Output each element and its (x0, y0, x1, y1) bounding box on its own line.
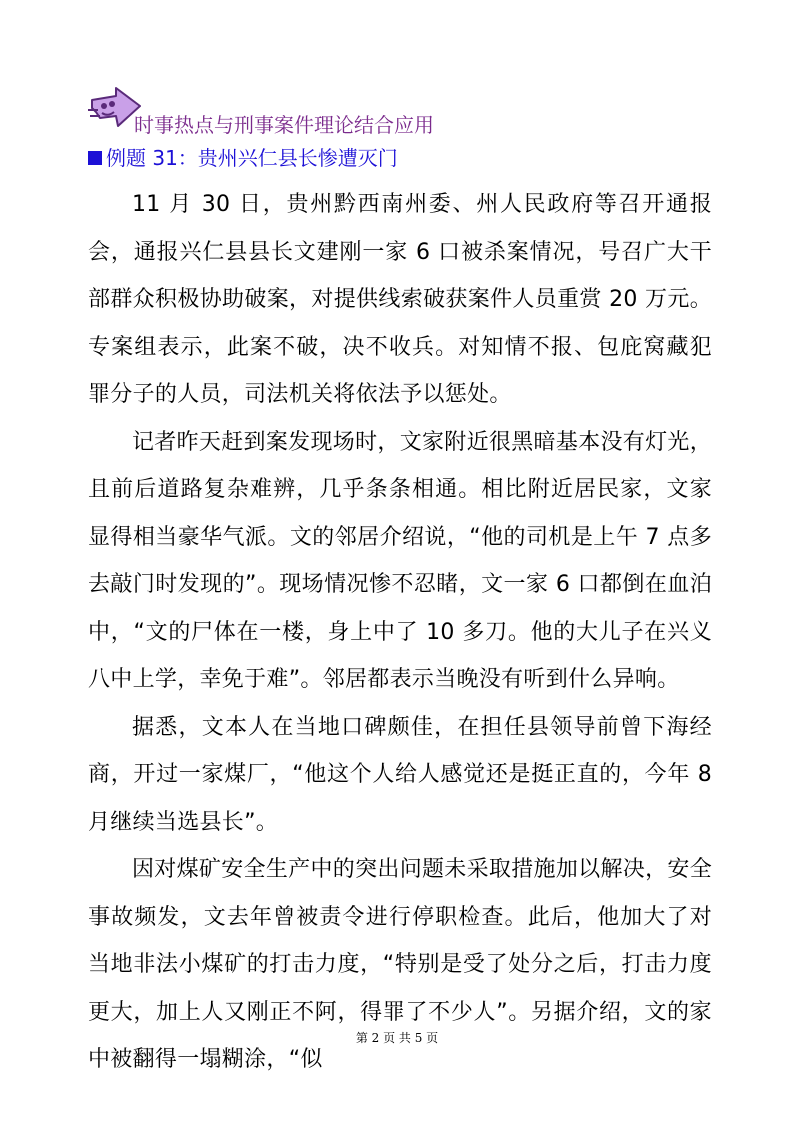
article-paragraph: 11 月 30 日，贵州黔西南州委、州人民政府等召开通报会，通报兴仁县县长文建刚一家 6 口被杀案情况，号召广大干部群众积极协助破案，对提供线索破获案件人员重赏 20 万元。专案组表示，此案不破，决不收兵。对知情不报、包庇窝藏犯罪分子的人员，司法机关将依法予以惩处。 (88, 192, 712, 407)
article-paragraph: 因对煤矿安全生产中的突出问题未采取措施加以解决，安全事故频发，文去年曾被责令进行停职检查。此后，他加大了对当地非法小煤矿的打击力度，“特别是受了处分之后，打击力度更大，加上人又刚正不阿，得罪了不少人”。另据介绍，文的家中被翻得一塌糊涂，“似 (88, 857, 712, 1072)
section-title: 时事热点与刑事案件理论结合应用 (134, 113, 434, 137)
article-paragraph: 据悉，文本人在当地口碑颇佳，在担任县领导前曾下海经商，开过一家煤厂，“他这个人给人感觉还是挺正直的，今年 8 月继续当选县长”。 (88, 714, 712, 835)
article-paragraph: 记者昨天赶到案发现场时，文家附近很黑暗基本没有灯光，且前后道路复杂难辨，几乎条条相通。相比附近居民家，文家显得相当豪华气派。文的邻居介绍说，“他的司机是上午 7 点多去敲门时发现的”。现场情况惨不忍睹，文一家 6 口都倒在血泊中，“文的尸体在一楼，身上中了 10 多刀。他的大儿子在兴义八中上学，幸免于难”。邻居都表示当晚没有听到什么异响。 (88, 429, 712, 692)
bullet-square-icon (88, 151, 102, 165)
example-title (88, 143, 398, 173)
example-title-text: 例题 31：贵州兴仁县长惨遭灭门 (106, 146, 398, 170)
page-number: 第 2 页 共 5 页 (355, 1031, 439, 1045)
article-body (88, 181, 712, 1084)
